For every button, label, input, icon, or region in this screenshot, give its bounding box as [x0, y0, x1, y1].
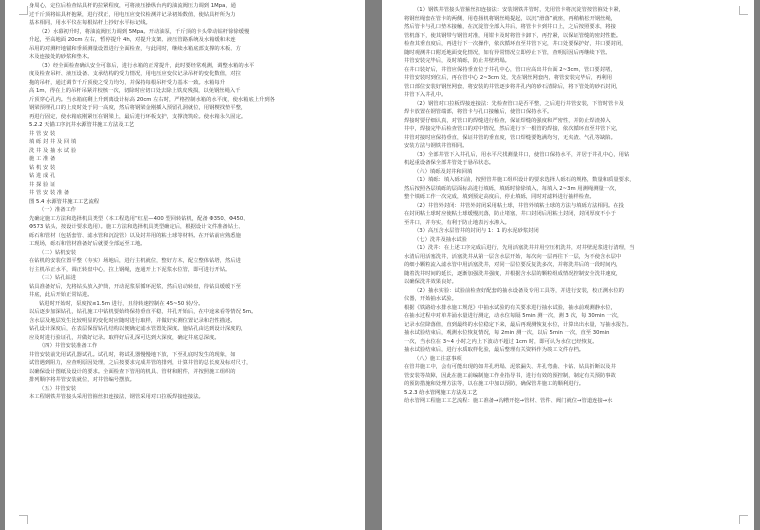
- page-crop-mark: [739, 6, 748, 15]
- text-line: 高 1m，得在上的吊杆吊紧并校核一次，切除时应切口处去除上铁皮残损，以免钢丝绳入千: [29, 88, 241, 94]
- text-line: 再进行固定，使水箱底刚紧压在钢梁上，最后进行环板支护，支撑浇筑砼。使水箱永久固定。: [29, 113, 247, 120]
- text-line: （1）钢铁井管接头管箍丝扣连接法：安装钢铁井管时，先用管卡将沉淀管按管箍处卡紧，: [414, 7, 624, 13]
- text-line: 试管遇到阻力，应查明原因处理，之后按要求完成井管的排列，计算井管的总长度及标对尺寸，: [29, 360, 252, 366]
- text-line: 记录水位降落值，直到最终的水位稳定下来，最后再观测恢复水位，计算出出水量，写抽水报告。: [404, 321, 632, 328]
- text-line: 检查其垂直度后，再进行下一次操作，依次循环直至井管下完，井口处要保护好，井口要封闭，: [404, 41, 627, 47]
- text-line: 随时观测井口附近地面变化情况，如有异常情况立即停止下管，查明原因后再继续下管。: [404, 49, 611, 56]
- text-line: 洗 井 及 抽 水 试 验: [29, 147, 77, 154]
- section-heading: 5.2.2 天锚工序沉井水源管井施工方法及工艺: [29, 122, 135, 128]
- text-line: 在封闭粘土球时应使粘土球缓慢沉落，防止堵塞，井口封闭后用粘土封闭，封闭厚度不小于: [404, 211, 616, 217]
- text-line: （二）钻机安装: [39, 249, 77, 256]
- text-line: 本工程钢铁井管接头采用管箍丝扣连接法，钢管采用对口拉板焊接连接法。: [29, 394, 204, 400]
- text-line: 工现场，砾石和管材准备好后就要全部运至工地。: [29, 241, 146, 247]
- text-line: 机起重设备保全部井管处于悬吊状态。: [404, 160, 495, 166]
- text-line: 的预防措施和处理方法等，以在施工中加以预防，确保管井施工的顺利进行。: [404, 381, 585, 387]
- text-line: 抽水试验结束后，进行水质取样化验，最后整理有关资料作为竣工文件存档。: [404, 347, 585, 353]
- text-line: 以后逐步加深钻孔，钻孔施工中钻机要始终保持垂直平稳，井孔开始后，在中途来看等情况 5m。: [29, 309, 257, 315]
- text-line: 应及时进行验证孔，并做好记录。取样好后孔深可达到大深度，确定井底总深度。: [29, 334, 220, 341]
- text-line: 焊卡放置在钢管端部，将管卡与孔口接触后，使管口保持水平。: [404, 109, 553, 115]
- text-line: （四）井管安装准备工作: [39, 343, 98, 349]
- text-line: 的细小颗粒流入滤水管中用活塞洗井，对同一层位要反复洗多次，并将洗井后的一段时间内，: [404, 262, 622, 268]
- text-line: （2）钢管对口拉板焊接连接法：先检查管口是否平整，之后进行井管安装，下管时管卡及: [414, 100, 624, 107]
- text-line: （八）施工注意事项: [414, 355, 462, 362]
- text-line: （三）钻孔钻进: [39, 275, 77, 281]
- text-line: 井管安装完毕后，及时填砾，防止井壁坍塌。: [404, 58, 510, 64]
- text-line: 以确保洗井效果良好。: [404, 279, 457, 285]
- document-page-left: [5, 0, 365, 530]
- text-line: 根据《铁路给水排水施工规范》中抽水试验的有关要求进行抽水试验，抽水前观测静水位，: [404, 304, 616, 311]
- text-line: 井管对接时应保持垂直，保证井管的垂直度，管口焊缝要饱满均匀，无夹渣、气孔等缺陷。: [404, 134, 616, 141]
- text-line: 钻具准备好后，先将钻头放入护筒，开动泥浆泵循环泥浆，然后启动转盘，待钻具缓缓下至: [29, 283, 241, 290]
- text-line: 排列顺序将井管安装就位，对井管编号摆放。: [29, 377, 135, 383]
- text-line: 管机落下，使其钢带与钢管对准，用钳卡及时将管卡卸下，再拧紧，以保证管缝的密封性能。: [404, 32, 622, 39]
- section-heading: 图 5.4 水源管井施工工艺流程: [29, 198, 100, 205]
- text-line: 在井口装好后，井管应保持垂直位于井孔中心，管口应高出井台面 2~3cm，管口要封堵，: [404, 66, 616, 73]
- text-line: 钻进时开始时，泵度按≤1.5m 进行，且待转速控制在 45~50 转/分。: [39, 300, 204, 307]
- text-line: 随着洗井时间的延长，逐渐加强洗井强度，并根据含水层的颗粒组成情况控制安全洗井速度，: [404, 270, 622, 277]
- text-line: 吊用的对测杆地锚和垂须测量设置进行全面检查，与此同时，继续水箱底部支撑的木板、方: [29, 45, 241, 52]
- text-line: 安装方法与钢铁井管相同。: [404, 143, 468, 149]
- text-line: 管口部位安装好钢丝网套，将安装的井管逐步将井孔内的砂石清除后，将下管处的砂石封闭，: [404, 83, 622, 90]
- text-line: （2）井管外封闭：井管外封闭采用粘土球，井管外填粘土球的方法与填砾方法相同。在投: [414, 202, 624, 209]
- text-line: Φ573 钻头，按设计要求选用）。施工方法和选择机具类型确定后，根据设计文件准备钻土、: [29, 224, 244, 230]
- text-line: 升起，至高地面 20cm 左右，暂停提升 4h，对提升支架、液压管路系统及水箱缓和未连: [29, 37, 236, 43]
- text-line: 焊接时要仔细认真，对管口的焊缝进行检查，保证焊缝的强度和严密性，并防止焊渣掉入: [404, 117, 611, 124]
- text-line: 钢梁预埋孔口的上皮时处于同一高度，然后将钢梁金刚插入预留孔洞就位，用钢楔找垫平整，: [29, 105, 247, 111]
- text-line: 井管下入井孔中。: [404, 92, 447, 98]
- text-line: （七）洗井及抽水试验: [414, 236, 467, 243]
- text-line: 井管安装前先用试孔器试孔。试孔时，将试孔器慢慢地下放，下至孔底时发生的现象，如: [29, 351, 236, 358]
- text-line: 井中，焊接完毕后检查管口的对中情况，然后进行下一根管的焊接，依次循环直至井管下完，: [404, 126, 622, 132]
- text-line: 含水层及地层发生比较明显的变化时应随时进行取样，并做好实测位置记录和岩性描述。: [29, 317, 236, 324]
- text-line: 木及连接处的砂浆和垫木。: [29, 54, 93, 60]
- page-crop-mark: [739, 515, 748, 524]
- document-page-right: [382, 0, 754, 530]
- text-line: 然后管卡与孔口垫木接触，在沉淀管全部入井后，将管卡卡到井口上，之后按照要求，将接: [404, 24, 616, 30]
- text-line: （3）经全面检查确认安全可靠后，进行水箱的正常提升，此时要经常观测，调整水箱的水平: [39, 62, 255, 69]
- text-line: 以确保设计图纸及设计的要求。全面检查下管用的机具、管材和附件，并按照施工组织的: [29, 368, 236, 375]
- page-crop-mark: [19, 6, 28, 15]
- text-line: 行主机吊正水平，调正转盘中心，拉上钢绳，连通开上下泥浆水位管，即可进行开钻。: [29, 266, 231, 273]
- section-heading: 5.2.3 给水管网施工方法及工艺: [404, 389, 478, 396]
- text-line: 抽水试验结束后，观测水位恢复情况，每 2min 测一次，以后 5min 一次，直至 30min: [404, 330, 610, 336]
- text-line: 井管安装时到位后，再在管中心 2~3cm 处，先在钢丝网套内，将管安装完毕后，再利用: [404, 75, 613, 81]
- text-line: 水清后用活塞洗井，活塞洗井从第一层含水层开始，每次向一层再往下一层，为不使含水层中: [404, 253, 622, 260]
- text-line: 井 探 验 证: [29, 181, 56, 188]
- text-line: 给水管网工程施工工艺流程：施工准备→沟槽开挖→管材、管件、阀门就位→管道连接→水: [404, 398, 613, 404]
- text-line: 度及检查吊杆、液压设备、支承结构的受力情况，用电压应变仪记录吊杆的变化数值，对拉: [29, 71, 241, 77]
- text-line: 井底，此后开始正常钻进。: [29, 292, 93, 298]
- right-page-text: [404, 6, 744, 406]
- text-line: 将钢丝绳套在管卡的两侧，用卷扬机将钢丝绳提起，以沉“滑落”就座，再稍稍松开钢丝绳，: [404, 15, 617, 22]
- text-line: 钻 进 成 孔: [29, 173, 56, 179]
- text-line: 管安装等故障，因此在施工前编制施工作业指导书，进行有效的预控制，制定有关预防事故: [404, 372, 616, 379]
- text-line: 井 管 安 装 准 备: [29, 190, 70, 196]
- text-line: 在管井施工中，会有可能出现的如井孔坍塌、泥浆漏失、井孔弯曲、卡钻、钻具折断以及井: [404, 364, 616, 370]
- text-line: 身周心，定位后检查钻具杆的拉紧程度，可将液压操纵台内的油流阀压力调到 1Mpa，通: [29, 3, 236, 9]
- text-line: 至井口，并夯实，有利于防止地表污水渗入。: [404, 219, 510, 226]
- text-line: （3）高压含水层管井的封闭与 1：1 的水泥砂浆封闭: [414, 228, 539, 234]
- text-line: 过千斤顶将钻具杆抱紧，进行找正，用电压应变仪检测并记录初始数值，使钻具杆所为力: [29, 11, 236, 18]
- text-line: 在钻机的安装位置平整（夯实）场地后，进行主机就位，整好方木，配立整体钻塔，然后进: [29, 258, 241, 264]
- text-line: 钻 机 安 装: [29, 164, 56, 171]
- left-page-text: [29, 2, 353, 402]
- text-line: （1）洗井：在上述工序完成后进行，先用活塞洗井并用空压机洗井，对井壁泥浆进行清理，当: [414, 245, 635, 251]
- text-line: （2）抽水实验：试验前检查好配套的抽水设备及专用工具等，并进行安装，校正测水位的: [414, 287, 624, 294]
- text-line: 砾石和管材（包括套管、滤水管和沉淀管）以及封井用的粘土球等材料。在开钻前应熟悉施: [29, 232, 241, 239]
- text-line: 基本相同，用水平仪在每根钻杆上抄好水平标记线。: [29, 20, 151, 26]
- text-line: （一）准备工作: [39, 207, 77, 213]
- text-line: （2）水幕初升时，将油流阀压力调到 5Mpa。开动油泵，千斤顶的卡头带动钻杆徐徐缓慢: [39, 28, 250, 35]
- text-line: 拖的吊杆，通过调节千斤顶使之受力均匀，并保持每根吊杆受力基本一致。水箱每升: [29, 79, 225, 86]
- text-line: 在抽水过程中对单井涌水量进行测定，动水位每隔 5min 测一次，测 3 次，每 30min 一次，: [404, 313, 623, 319]
- text-line: 整个填砾工作一次完成，填到预定高度后，停止填砾，同时对滤料进行抽样检查。: [404, 194, 595, 200]
- text-line: 井 管 安 装: [29, 130, 56, 137]
- text-line: 填 砾 封 井 及 回 填: [29, 139, 77, 145]
- text-line: （3）全部井管下入井孔后，用水平尺找测量井口，使管口保持水平，并居于井孔中心，用钻: [414, 151, 630, 158]
- text-line: 一次，当水位在 3~4 小时之内上下波动不超过 1cm 时，即可认为水位已经恢复。: [404, 338, 598, 345]
- text-line: （六）填砾及封井和回填: [414, 168, 473, 175]
- text-line: 仪器，开始抽水试验。: [404, 296, 457, 302]
- text-line: 先确定施工方法和选择机具类型（本工程选用“红星—400 型回转钻机，配备 Φ350、Φ450、: [29, 215, 249, 222]
- text-line: （五）井管安装: [39, 385, 77, 392]
- text-line: （1）填砾：填入砾石前，按照管井施工组织设计的要求选择人砾石的规格，数量和质量要求，: [414, 177, 635, 183]
- text-line: 钻孔设计深度后，在表层保留钻孔结构以便确定滤水管置处深度。施钻孔由达到设计深度的，: [29, 326, 247, 332]
- text-line: 然后按照各层填砾的层面标高进行填砾，填砾时徐徐填入，每填入 2~3m 用测绳测量一次，: [404, 185, 620, 192]
- page-crop-mark: [19, 515, 28, 524]
- text-line: 施 工 准 备: [29, 156, 56, 162]
- text-line: 斤顶穿心孔内。当水箱底剩上升到离设计标高 20cm 左右时，严格控制水箱的水平度，使水箱底上升到各: [29, 96, 275, 103]
